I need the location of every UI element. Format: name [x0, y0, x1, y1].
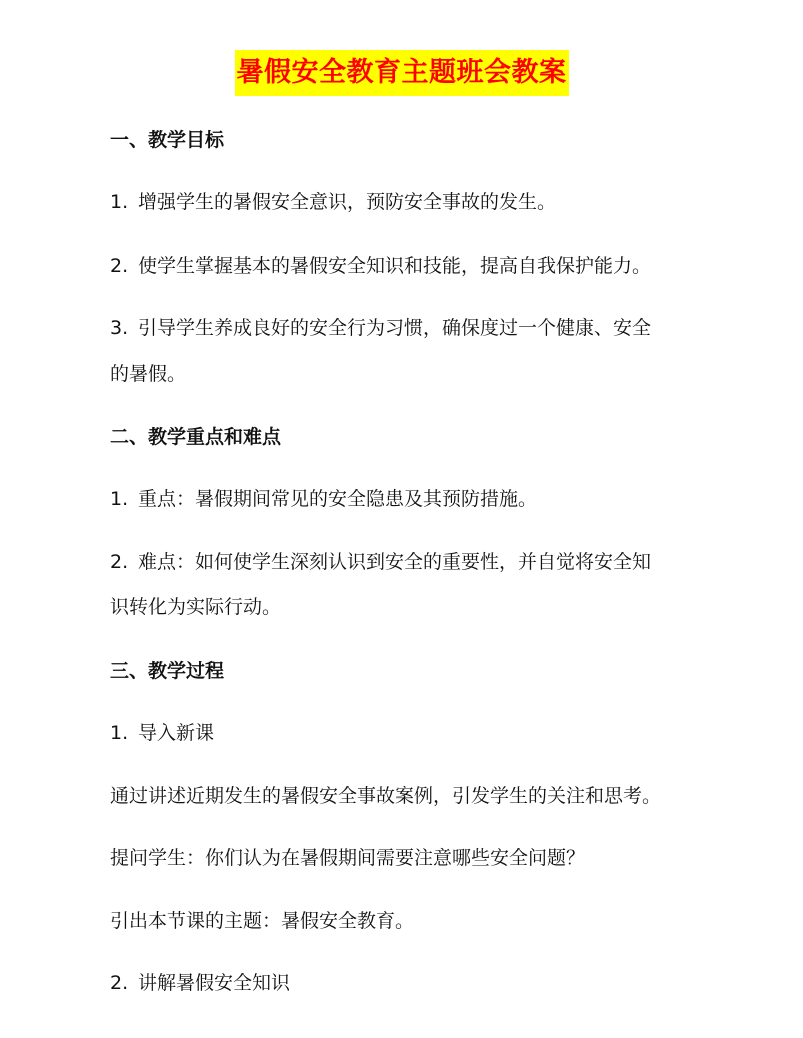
section-heading-process: 三、教学过程 [110, 660, 225, 682]
item-number: 2. [110, 551, 129, 573]
paragraph: 通过讲述近期发生的暑假安全事故案例，引发学生的关注和思考。 [110, 785, 662, 807]
item-text: 导入新课 [138, 722, 215, 744]
title-wrapper [0, 50, 803, 96]
list-item [110, 190, 730, 214]
item-text: 难点：如何使学生深刻认识到安全的重要性，并自觉将安全知 [138, 551, 652, 573]
list-item [110, 487, 730, 511]
paragraph: 引出本节课的主题：暑假安全教育。 [110, 910, 415, 932]
item-number: 1. [110, 722, 129, 744]
document-title: 暑假安全教育主题班会教案 [235, 50, 569, 96]
item-number: 1. [110, 191, 129, 213]
item-text: 增强学生的暑假安全意识，预防安全事故的发生。 [138, 191, 557, 213]
item-number: 2. [110, 255, 129, 277]
section-heading-key-points: 二、教学重点和难点 [110, 426, 282, 448]
item-number: 2. [110, 972, 129, 994]
list-item [110, 971, 730, 995]
list-item [110, 254, 730, 278]
item-text: 讲解暑假安全知识 [138, 972, 291, 994]
list-item [110, 721, 730, 745]
item-text: 引导学生养成良好的安全行为习惯，确保度过一个健康、安全 [138, 317, 652, 339]
list-item-continuation: 的暑假。 [110, 363, 187, 385]
item-text: 重点：暑假期间常见的安全隐患及其预防措施。 [138, 488, 538, 510]
list-item [110, 550, 730, 574]
item-number: 1. [110, 488, 129, 510]
paragraph: 提问学生：你们认为在暑假期间需要注意哪些安全问题？ [110, 847, 586, 869]
section-heading-goals: 一、教学目标 [110, 129, 225, 151]
item-text: 使学生掌握基本的暑假安全知识和技能，提高自我保护能力。 [138, 255, 652, 277]
list-item-continuation: 识转化为实际行动。 [110, 596, 282, 618]
item-number: 3. [110, 317, 129, 339]
list-item [110, 316, 730, 340]
